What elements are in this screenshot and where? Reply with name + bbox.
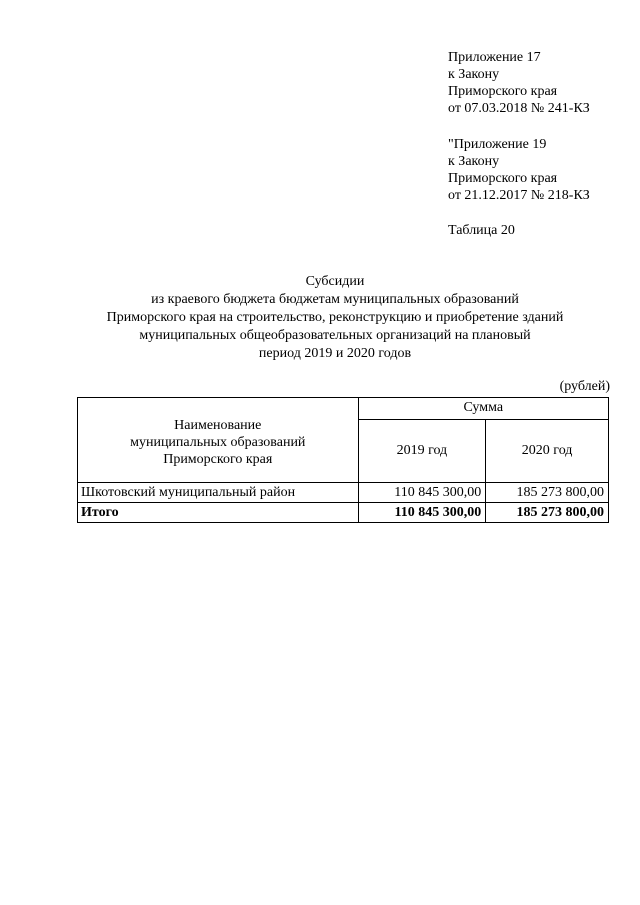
- header-year-2020: 2020 год: [486, 419, 609, 482]
- row-municipality-name: Шкотовский муниципальный район: [78, 483, 359, 503]
- table-total-row: [78, 503, 609, 523]
- appendix-current-line-3: Приморского края: [448, 84, 558, 99]
- appendix-original-header: [448, 136, 590, 204]
- header-name-line-1: Наименование: [174, 417, 262, 433]
- header-name-line-3: Приморского края: [163, 451, 273, 467]
- row-value-2020: 185 273 800,00: [486, 483, 609, 503]
- table-row: [78, 483, 609, 503]
- table-number: Таблица 20: [448, 223, 515, 238]
- appendix-original-line-4: от 21.12.2017 № 218-КЗ: [448, 188, 590, 203]
- appendix-current-line-2: к Закону: [448, 67, 500, 82]
- appendix-current-line-1: Приложение 17: [448, 50, 541, 65]
- total-label: Итого: [78, 503, 359, 523]
- header-name-line-2: муниципальных образований: [130, 434, 306, 450]
- title-line-5: период 2019 и 2020 годов: [258, 346, 412, 361]
- title-line-2: из краевого бюджета бюджетам муниципальных образований: [151, 292, 519, 307]
- units-label: (рублей): [559, 379, 610, 394]
- appendix-current-line-4: от 07.03.2018 № 241-КЗ: [448, 101, 590, 116]
- table-header-row: [78, 398, 609, 420]
- subsidy-table: [77, 397, 609, 523]
- appendix-original-line-3: Приморского края: [448, 171, 558, 186]
- title-line-1: Субсидии: [305, 274, 365, 289]
- title-line-4: муниципальных общеобразовательных организаций на плановый: [139, 328, 531, 343]
- document-title: [60, 273, 610, 363]
- appendix-current-header: [448, 49, 590, 117]
- total-value-2019: 110 845 300,00: [358, 503, 486, 523]
- total-value-2020: 185 273 800,00: [486, 503, 609, 523]
- header-municipality-name: [78, 398, 359, 483]
- row-value-2019: 110 845 300,00: [358, 483, 486, 503]
- appendix-original-line-1: "Приложение 19: [448, 137, 547, 152]
- header-year-2019: 2019 год: [358, 419, 486, 482]
- appendix-original-line-2: к Закону: [448, 154, 500, 169]
- title-line-3: Приморского края на строительство, реконструкцию и приобретение зданий: [106, 310, 564, 325]
- header-sum: Сумма: [358, 398, 608, 420]
